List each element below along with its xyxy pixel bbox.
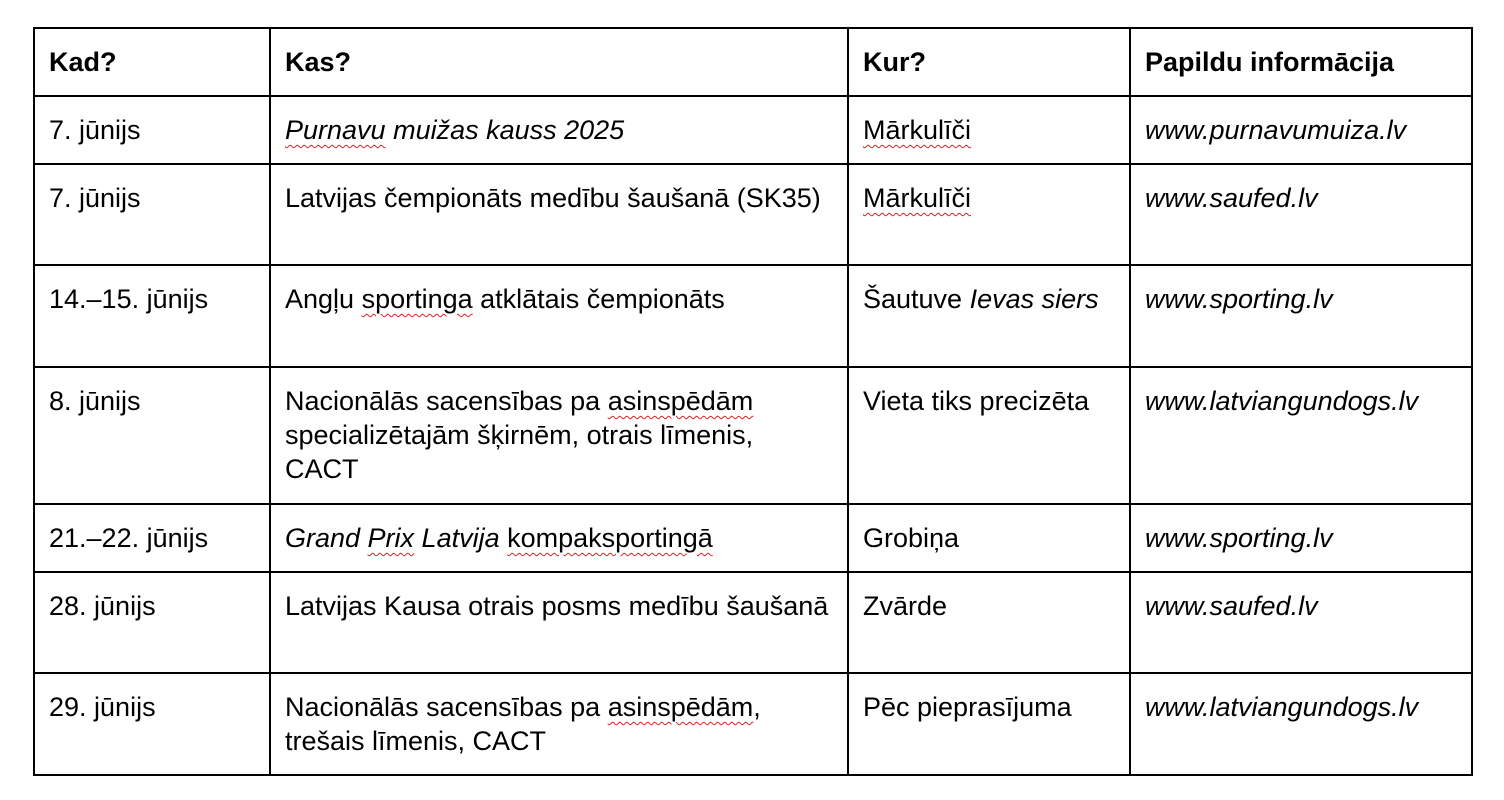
cell-info: www.purnavumuiza.lv xyxy=(1130,96,1472,164)
event-name-part: atklātais čempionāts xyxy=(472,284,725,314)
cell-when: 28. jūnijs xyxy=(34,572,270,673)
table-row xyxy=(34,673,1472,775)
cell-what xyxy=(270,367,848,504)
cell-info: www.latviangundogs.lv xyxy=(1130,673,1472,775)
cell-where: Zvārde xyxy=(848,572,1130,673)
event-name-part: Angļu xyxy=(285,284,362,314)
table-row xyxy=(34,367,1472,504)
cell-when: 8. jūnijs xyxy=(34,367,270,504)
event-name-part: sportinga xyxy=(361,284,473,314)
event-name-part: asinspēdām xyxy=(607,386,754,416)
cell-what: Latvijas čempionāts medību šaušanā (SK35) xyxy=(270,164,848,265)
cell-what xyxy=(270,96,848,164)
table-header-row xyxy=(34,28,1472,96)
location-text: Mārkulīči xyxy=(863,115,972,145)
cell-when: 29. jūnijs xyxy=(34,673,270,775)
cell-info: www.saufed.lv xyxy=(1130,572,1472,673)
table-row xyxy=(34,504,1472,572)
cell-info: www.latviangundogs.lv xyxy=(1130,367,1472,504)
location-part: Ievas siers xyxy=(969,284,1099,314)
table-row xyxy=(34,265,1472,367)
events-table xyxy=(33,27,1473,776)
header-info: Papildu informācija xyxy=(1130,28,1472,96)
cell-where: Vieta tiks precizēta xyxy=(848,367,1130,504)
cell-what xyxy=(270,265,848,367)
cell-when: 7. jūnijs xyxy=(34,96,270,164)
header-where: Kur? xyxy=(848,28,1130,96)
cell-info: www.sporting.lv xyxy=(1130,504,1472,572)
table-row xyxy=(34,572,1472,673)
cell-where: Pēc pieprasījuma xyxy=(848,673,1130,775)
event-name-part: Latvija xyxy=(414,523,500,553)
event-name-part: muižas kauss 2025 xyxy=(385,115,625,145)
location-text: Mārkulīči xyxy=(863,183,972,213)
header-what: Kas? xyxy=(270,28,848,96)
event-name-part: kompaksportingā xyxy=(507,523,713,553)
table-row xyxy=(34,164,1472,265)
cell-where xyxy=(848,164,1130,265)
cell-info: www.saufed.lv xyxy=(1130,164,1472,265)
event-name-part: Prix xyxy=(367,523,415,553)
cell-what: Latvijas Kausa otrais posms medību šaušanā xyxy=(270,572,848,673)
cell-when: 14.–15. jūnijs xyxy=(34,265,270,367)
event-name-part: Grand xyxy=(285,523,368,553)
cell-where xyxy=(848,96,1130,164)
cell-where xyxy=(848,265,1130,367)
cell-what xyxy=(270,673,848,775)
location-part: Šautuve xyxy=(863,284,970,314)
event-name-part: Nacionālās sacensības pa xyxy=(285,692,608,722)
cell-where: Grobiņa xyxy=(848,504,1130,572)
header-when: Kad? xyxy=(34,28,270,96)
cell-when: 7. jūnijs xyxy=(34,164,270,265)
event-name-part xyxy=(500,523,508,553)
event-name-part: Nacionālās sacensības pa xyxy=(285,386,608,416)
cell-what xyxy=(270,504,848,572)
cell-when: 21.–22. jūnijs xyxy=(34,504,270,572)
cell-info: www.sporting.lv xyxy=(1130,265,1472,367)
event-name-part: Purnavu xyxy=(285,115,386,145)
event-name-part: , trešais līmenis, CACT xyxy=(285,692,761,756)
table-row xyxy=(34,96,1472,164)
event-name-part: specializētajām šķirnēm, otrais līmenis, CACT xyxy=(285,420,754,484)
event-name-part: asinspēdām xyxy=(607,692,754,722)
